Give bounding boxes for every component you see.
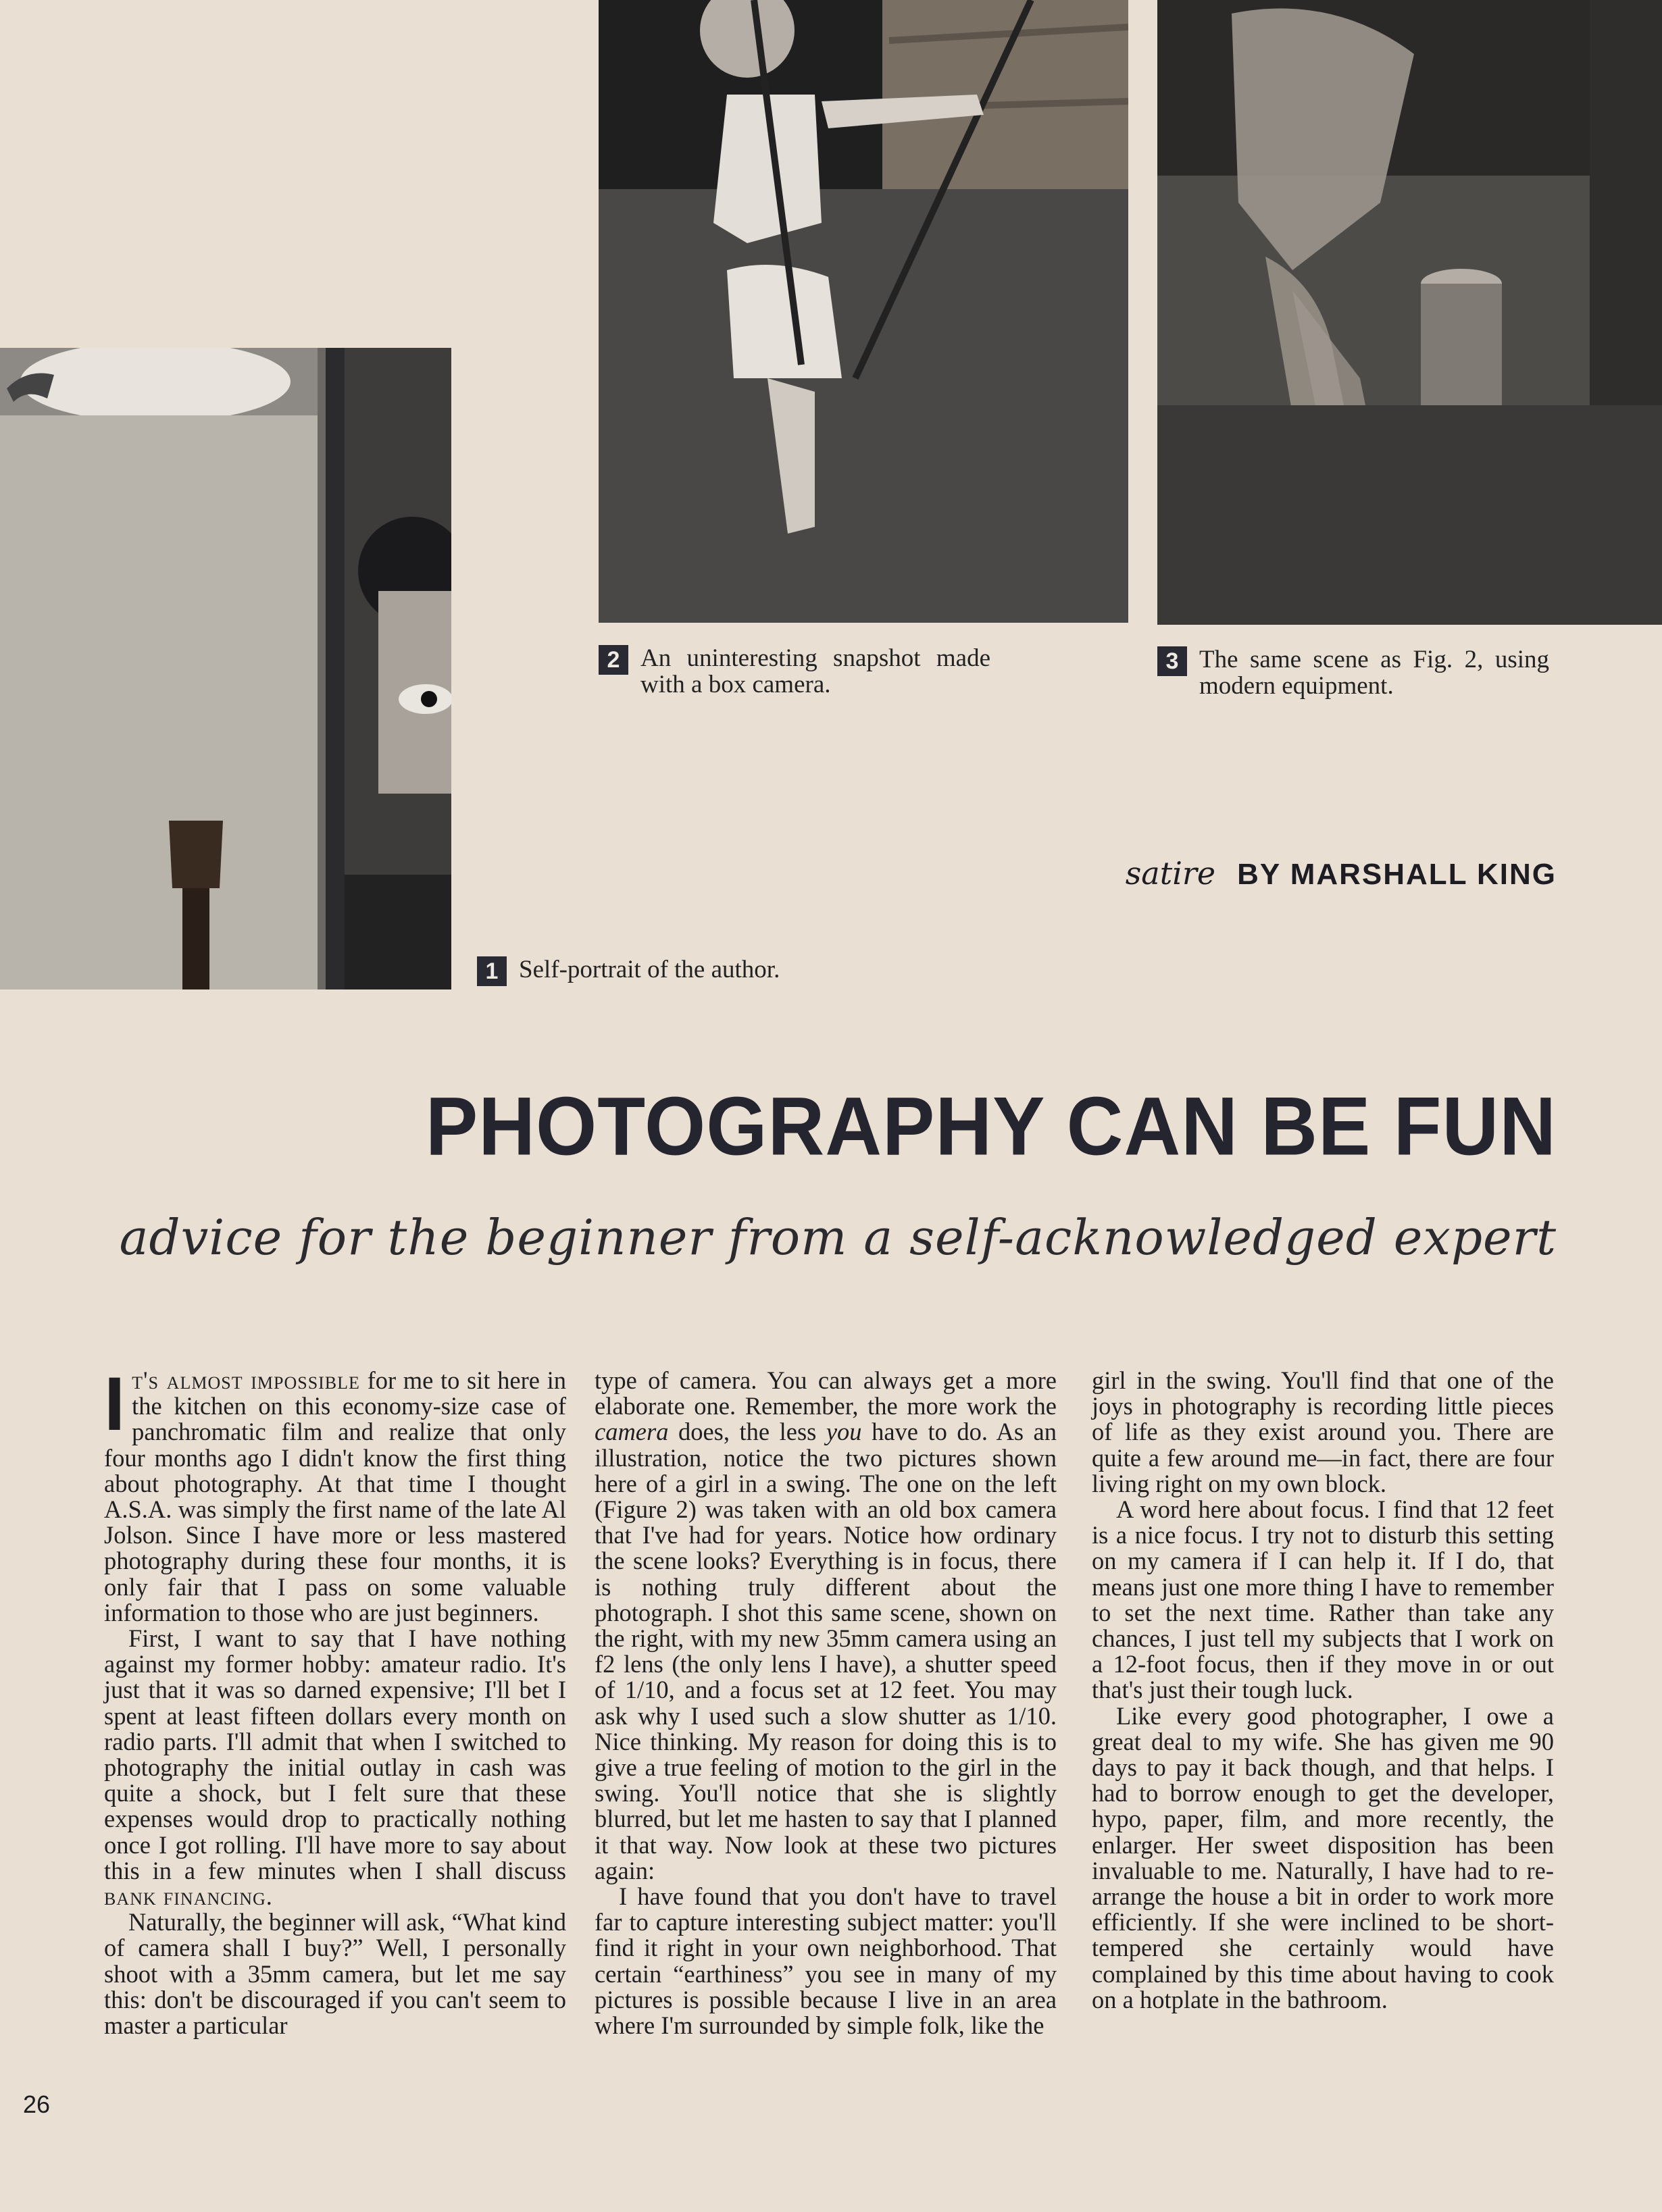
small-caps-text: bank financing (104, 1882, 266, 1911)
caption-figure-2 (599, 645, 990, 698)
photo-modern-equipment (1157, 0, 1662, 625)
paragraph-text: does, the less (668, 1418, 826, 1446)
article-subtitle: advice for the beginner from a self-acknowledged expert (119, 1209, 1557, 1266)
caption-text-2: An uninteresting snapshot made with a box camera. (640, 645, 990, 698)
caption-figure-1 (477, 956, 950, 986)
paragraph-text: First, I want to say that I have nothing against my former hobby: amateur radio. It's just that it was so darned expensive; I'll bet I spent at least fifteen dollars every month on radio parts. I'll admit that when I switched to photography the initial outlay in cash was quite a shock, but I felt sure that these expenses would drop to practically nothing once I got rolling. I'll have more to say about this in a few minutes when I shall discuss (104, 1624, 566, 1884)
paragraph-text: Naturally, the beginner will ask, “What kind of camera shall I buy?” Well, I personally shoot with a 35mm camera, but let me say this: don't be discouraged if you can't seem to master a particular (104, 1908, 566, 2040)
byline (1126, 855, 1557, 892)
figure-number-2: 2 (599, 645, 628, 675)
page-number: 26 (23, 2090, 51, 2118)
paragraph (104, 1909, 566, 2038)
paragraph-text: have to do. As an illustration, notice the two pictures shown here of a girl in a swing. The one on the left (Figure 2) was taken with an old box camera that I've had for years. Notice how ordinary the scene looks? Everything is in focus, there is nothing truly different about the photograph. I shot this same scene, shown on the right, with my new 35mm camera using an f2 lens (the only lens I have), a shutter speed of 1/10, and a focus set at 12 feet. You may ask why I used such a slow shutter as 1/10. Nice thinking. My reason for doing this is to give a true feeling of motion to the girl in the swing. You'll notice that she is slightly blurred, but let me hasten to say that I planned it that way. Now look at these two pictures again: (595, 1418, 1057, 1884)
paragraph-text: type of camera. You can always get a more elaborate one. Remember, the more work the (595, 1366, 1057, 1420)
italic-text: camera (595, 1418, 669, 1446)
byline-author: BY MARSHALL KING (1237, 858, 1557, 891)
caption-text-1: Self-portrait of the author. (519, 956, 780, 983)
caption-text-3: The same scene as Fig. 2, using modern equipment. (1199, 646, 1549, 699)
paragraph (1092, 1497, 1554, 1703)
paragraph-text: A word here about focus. I find that 12 feet is a nice focus. I try not to disturb this setting on my camera if I can help it. If I do, that means just one more thing I have to remember to set the next time. Rather than take any chances, I just tell my subjects that I work on a 12-foot focus, then if they move in or out that's just their tough luck. (1092, 1495, 1554, 1704)
paragraph (595, 1884, 1057, 2038)
caption-figure-3 (1157, 646, 1549, 699)
photo-box-camera (599, 0, 1128, 623)
paragraph (1092, 1703, 1554, 2013)
paragraph (595, 1368, 1057, 1884)
italic-text: you (826, 1418, 862, 1446)
paragraph-text: for me to sit here in the kitchen on this economy-size case of panchromatic film and realize that only four months ago I didn't know the first thing about photography. At that time I thought A.S.A. was simply the first name of the late Al Jolson. Since I have more or less mastered photography during these four months, it is only fair that I pass on some valuable information to those who are just beginners. (104, 1366, 566, 1626)
paragraph-text: . (266, 1882, 272, 1911)
paragraph-text: girl in the swing. You'll find that one of the joys in photography is recording little pieces of life as they exist around you. There are quite a few around me—in fact, there are four living right on my own block. (1092, 1366, 1554, 1497)
paragraph-text: Like every good photographer, I owe a great deal to my wife. She has given me 90 days to pay it back though, and that helps. I had to borrow enough to get the developer, hypo, paper, film, and more recently, the enlarger. Her sweet disposition has been invaluable to me. Naturally, I have had to re-arrange the house a bit in order to work more efficiently. If she were inclined to be short-tempered she certainly would have complained by this time about having to cook on a hotplate in the bathroom. (1092, 1701, 1554, 2013)
body-column-2 (595, 1368, 1057, 2038)
body-column-1 (104, 1362, 566, 2040)
lead-in-small-caps: t's almost impossible (132, 1366, 360, 1394)
byline-genre: satire (1125, 855, 1216, 892)
paragraph (104, 1626, 566, 1909)
figure-number-1: 1 (477, 956, 507, 986)
body-column-3 (1092, 1368, 1554, 2013)
paragraph-text: I have found that you don't have to travel far to capture interesting subject matter: you'll find it right in your own neighborhood. That certain “earthiness” you see in many of my pictures is possible because I live in an area where I'm surrounded by simple folk, like the (595, 1882, 1057, 2040)
article-title: PHOTOGRAPHY CAN BE FUN (425, 1079, 1557, 1173)
photo-self-portrait (0, 348, 451, 989)
paragraph (1092, 1368, 1554, 1497)
figure-number-3: 3 (1157, 646, 1187, 676)
paragraph (104, 1362, 566, 1626)
drop-cap: I (104, 1362, 126, 1446)
